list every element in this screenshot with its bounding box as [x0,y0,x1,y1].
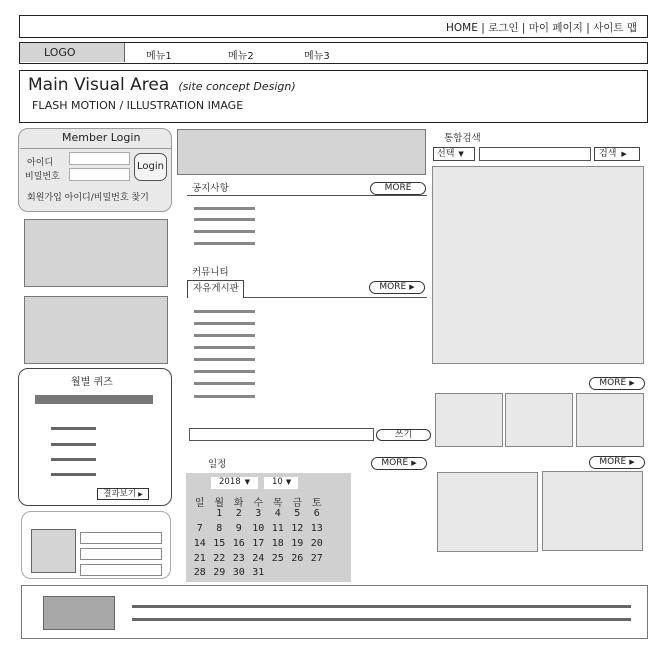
login-title: Member Login [62,131,141,144]
year-select[interactable]: 2018 ▼ [211,477,258,489]
notice-item-2[interactable] [194,218,255,221]
quiz-question-bar [35,395,153,404]
search-select[interactable]: 선택 ▼ [433,147,475,161]
gallery-2-thumb-1[interactable] [437,472,538,552]
play-icon: ▶ [629,458,635,466]
main-nav [19,42,648,64]
footer-logo[interactable] [43,596,115,630]
notice-divider [187,195,427,196]
footer-line-2 [132,618,631,621]
left-bottom-line-1 [80,532,162,544]
gallery-1-thumb-2[interactable] [505,393,573,447]
gallery-2-thumb-2[interactable] [542,471,643,551]
notice-item-4[interactable] [194,242,255,245]
nav-menu-2[interactable]: 메뉴2 [228,51,254,62]
main-visual-area [19,70,648,123]
search-button[interactable]: 검색 ▶ [594,147,640,161]
play-icon: ▶ [409,283,415,291]
dropdown-arrow-icon: ▼ [285,478,292,486]
play-icon: ▶ [621,150,627,158]
community-more-button[interactable]: MORE ▶ [369,281,425,294]
right-main-content-area[interactable] [432,166,644,364]
visual-subtext: FLASH MOTION / ILLUSTRATION IMAGE [32,99,244,112]
left-bottom-line-2 [80,548,162,560]
gallery-1-thumb-3[interactable] [576,393,644,447]
visual-subtitle: (site concept Design) [178,80,296,93]
play-icon: ▶ [138,491,143,498]
left-bottom-thumbnail[interactable] [31,529,76,573]
calendar-week: 28 29 30 31 [193,567,265,578]
quiz-title: 월별 퀴즈 [71,377,113,388]
top-utility-bar [19,15,648,38]
quiz-option-2[interactable] [51,443,96,446]
nav-menu-1[interactable]: 메뉴1 [146,51,172,62]
notice-item-1[interactable] [194,207,255,210]
notice-item-3[interactable] [194,230,255,233]
quiz-option-3[interactable] [51,458,96,461]
login-link[interactable]: 로그인 [488,22,519,34]
community-title: 커뮤니티 [192,267,229,278]
left-bottom-line-3 [80,564,162,576]
home-link[interactable]: HOME [446,22,478,34]
notice-title: 공지사항 [192,183,229,194]
community-item-2[interactable] [194,322,255,325]
calendar-week: 21 22 23 24 25 26 27 [193,553,323,564]
id-label: 아이디 [27,158,54,168]
calendar-week: 14 15 16 17 18 19 20 [193,538,323,549]
notice-more-button[interactable]: MORE [370,182,426,195]
member-login-box [18,128,172,212]
login-links[interactable]: 회원가입 아이디/비밀번호 찾기 [27,193,149,203]
community-item-6[interactable] [194,370,255,373]
community-divider [244,297,427,298]
monthly-quiz-box [18,368,172,506]
footer [21,585,648,639]
left-bottom-banner-box [21,511,171,579]
dropdown-arrow-icon: ▼ [244,478,251,486]
footer-line-1 [132,605,631,608]
sitemap-link[interactable]: 사이트 맵 [593,22,637,34]
tab-free-board[interactable]: 자유게시판 [187,280,244,298]
calendar [186,473,351,582]
pw-input[interactable] [69,168,130,181]
write-button[interactable]: 쓰기 [376,429,431,441]
schedule-more-button[interactable]: MORE ▶ [371,457,427,470]
top-links: HOME | 로그인 | 마이 페이지 | 사이트 맵 [446,22,637,34]
nav-menu-3[interactable]: 메뉴3 [304,51,330,62]
community-item-8[interactable] [194,395,255,398]
login-button[interactable]: Login [134,153,167,181]
community-item-1[interactable] [194,310,255,313]
left-banner-1[interactable] [24,219,168,287]
logo[interactable]: LOGO [20,43,125,62]
gallery-1-thumb-1[interactable] [435,393,503,447]
gallery-1-more-button[interactable]: MORE ▶ [589,377,645,390]
calendar-weekdays: 일 월 화 수 목 금 토 [194,498,322,509]
quiz-option-1[interactable] [51,427,96,430]
search-input[interactable] [479,147,591,161]
calendar-week: 7 8 9 10 11 12 13 [196,523,323,534]
community-item-7[interactable] [194,382,255,385]
month-select[interactable]: 10 ▼ [264,477,298,489]
mypage-link[interactable]: 마이 페이지 [528,22,583,34]
write-input[interactable] [189,428,374,441]
divider [20,148,171,149]
left-banner-2[interactable] [24,296,168,364]
search-title: 통합검색 [444,133,481,144]
play-icon: ▶ [629,379,635,387]
play-icon: ▶ [411,459,417,467]
community-item-3[interactable] [194,334,255,337]
gallery-2-more-button[interactable]: MORE ▶ [589,456,645,469]
community-item-4[interactable] [194,346,255,349]
schedule-title: 일정 [208,459,227,470]
quiz-option-4[interactable] [51,473,96,476]
visual-title: Main Visual Area [28,75,170,95]
calendar-week: 1 2 3 4 5 6 [216,508,320,519]
pw-label: 비밀번호 [25,172,60,182]
center-top-banner[interactable] [177,129,426,175]
quiz-result-button[interactable]: 결과보기 ▶ [97,488,149,500]
id-input[interactable] [69,152,130,165]
dropdown-arrow-icon: ▼ [458,150,464,158]
community-item-5[interactable] [194,358,255,361]
